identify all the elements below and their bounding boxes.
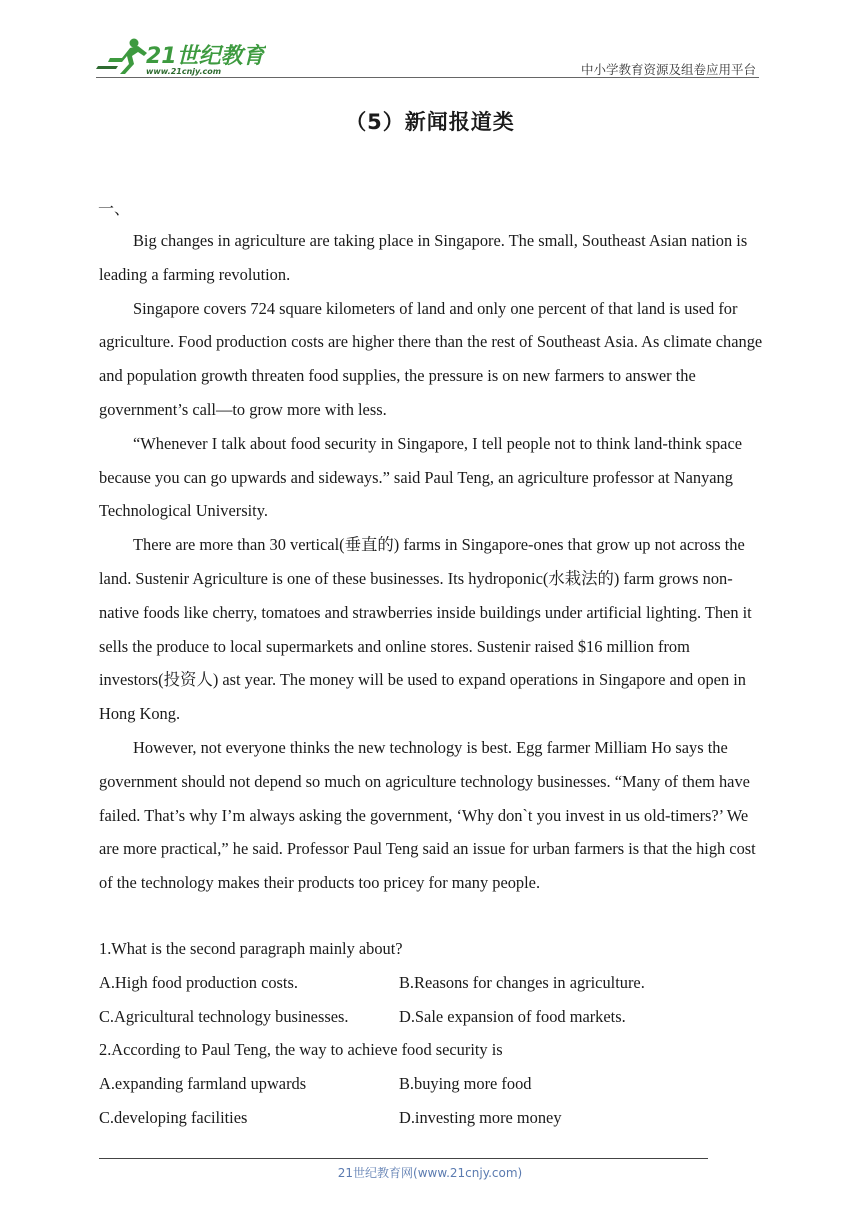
footer-link[interactable]: 21世纪教育网(www.21cnjy.com) bbox=[337, 1166, 523, 1180]
passage-paragraph: “Whenever I talk about food security in Singapore, I tell people not to think land-think space because you can go upwards and sideways.” said Paul Teng, an agriculture professor at Nanyang Technological University. bbox=[99, 433, 743, 521]
runner-logo-icon bbox=[96, 36, 266, 76]
header-divider bbox=[96, 77, 759, 78]
passage-paragraph: Singapore covers 724 square kilometers of land and only one percent of that land is used for agriculture. Food production costs are higher there than the rest of Southeast Asia. As climate change and population growth threaten food supplies, the pressure is on new farmers to answer the government’s call—to grow more with less. bbox=[99, 298, 763, 419]
option-a: A.expanding farmland upwards bbox=[99, 1074, 307, 1094]
option-c: C.developing facilities bbox=[99, 1107, 248, 1127]
logo-text: 21世纪教育 bbox=[146, 44, 265, 69]
question-stem: 2.According to Paul Teng, the way to achieve food security is bbox=[99, 1040, 503, 1060]
option-row bbox=[99, 1101, 763, 1135]
option-row bbox=[99, 966, 763, 1000]
logo-url: www.21cnjy.com bbox=[146, 67, 222, 76]
site-logo[interactable] bbox=[96, 36, 266, 76]
question-list bbox=[99, 932, 763, 1135]
platform-label: 中小学教育资源及组卷应用平台 bbox=[580, 62, 756, 77]
passage bbox=[99, 224, 763, 900]
page-title: （5）新闻报道类 bbox=[345, 110, 515, 134]
passage-paragraph: Big changes in agriculture are taking place in Singapore. The small, Southeast Asian nation is leading a farming revolution. bbox=[99, 231, 748, 284]
option-row bbox=[99, 1067, 763, 1101]
option-d: D.Sale expansion of food markets. bbox=[399, 1006, 626, 1026]
footer-divider bbox=[99, 1158, 708, 1159]
option-a: A.High food production costs. bbox=[99, 972, 298, 992]
page-header bbox=[96, 36, 760, 78]
passage-paragraph: There are more than 30 vertical(垂直的) farms in Singapore-ones that grow up not across the land. Sustenir Agriculture is one of these businesses. Its hydroponic(水栽法的) farm grows non-native foods like cherry, tomatoes and strawberries inside buildings under artificial lighting. Then it sells the produce to local supermarkets and online stores. Sustenir raised $16 million from investors(投资人) ast year. The money will be used to expand operations in Singapore and open in Hong Kong. bbox=[99, 535, 752, 724]
option-c: C.Agricultural technology businesses. bbox=[99, 1006, 349, 1026]
option-b: B.Reasons for changes in agriculture. bbox=[399, 972, 645, 992]
option-row bbox=[99, 1000, 763, 1034]
section-number: 一、 bbox=[98, 199, 131, 218]
option-d: D.investing more money bbox=[399, 1107, 562, 1127]
passage-paragraph: However, not everyone thinks the new technology is best. Egg farmer Milliam Ho says the government should not depend so much on agriculture technology businesses. “Many of them have failed. That’s why I’m always asking the government, ‘Why don`t you invest in us old-timers?’ We are more practical,” he said. Professor Paul Teng said an issue for urban farmers is that the high cost of the technology makes their products too pricey for many people. bbox=[99, 737, 756, 893]
question-stem: 1.What is the second paragraph mainly about? bbox=[99, 939, 403, 958]
option-b: B.buying more food bbox=[399, 1074, 532, 1094]
